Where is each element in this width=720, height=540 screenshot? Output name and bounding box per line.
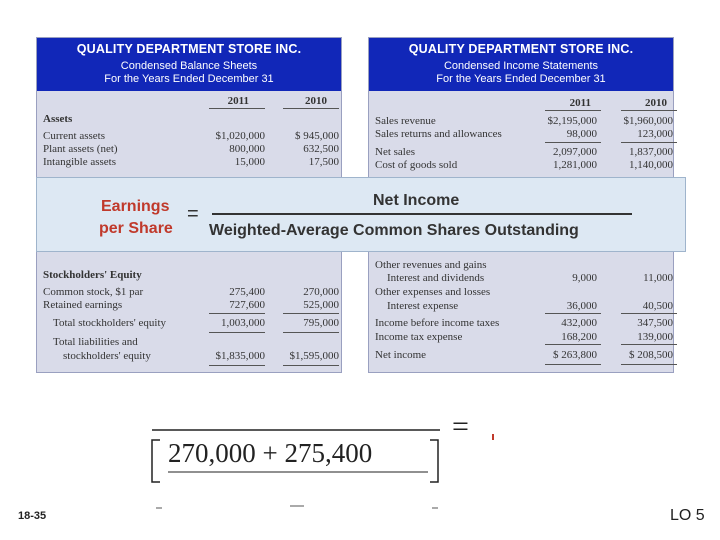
eps-calculation xyxy=(150,412,510,512)
eps-formula-banner xyxy=(36,177,686,252)
income-statement-company: QUALITY DEPARTMENT STORE INC. xyxy=(408,42,634,56)
income-statement-title: Condensed Income Statements xyxy=(443,60,599,72)
table-row: stockholders' equity $1,835,000 $1,595,000 xyxy=(63,350,339,362)
table-row: Other revenues and gains xyxy=(375,259,487,271)
table-row: Plant assets (net) 800,000 632,500 xyxy=(43,143,339,155)
col-2010-header: 2010 xyxy=(645,97,667,109)
table-row: Income before income taxes 432,000 347,500 xyxy=(375,317,673,329)
col-2010-header: 2010 xyxy=(305,95,327,107)
table-row: Total stockholders' equity 1,003,000 795,000 xyxy=(53,317,339,329)
income-statement-header xyxy=(369,38,673,91)
table-row: Net income $ 263,800 $ 208,500 xyxy=(375,349,673,361)
balance-sheet-period: For the Years Ended December 31 xyxy=(104,73,274,85)
eps-fraction-bar xyxy=(212,213,632,215)
eps-denominator: Weighted-Average Common Shares Outstanding xyxy=(209,222,579,239)
table-row: Income tax expense 168,200 139,000 xyxy=(375,331,673,343)
calc-numerator-expression: 270,000 + 275,400 xyxy=(168,438,373,468)
eps-label-line2: per Share xyxy=(99,220,173,237)
col-2011-header: 2011 xyxy=(227,95,249,107)
learning-objective-label: LO 5 xyxy=(670,507,705,524)
equity-heading: Stockholders' Equity xyxy=(43,269,142,281)
eps-numerator: Net Income xyxy=(373,192,460,209)
table-row: Common stock, $1 par 275,400 270,000 xyxy=(43,286,339,298)
table-row: Current assets $1,020,000 $ 945,000 xyxy=(43,130,339,142)
eps-equals: = xyxy=(187,203,199,225)
income-statement-period: For the Years Ended December 31 xyxy=(436,73,606,85)
balance-sheet-title: Condensed Balance Sheets xyxy=(120,60,258,72)
table-row: Sales returns and allowances 98,000 123,000 xyxy=(375,128,673,140)
table-row: Intangible assets 15,000 17,500 xyxy=(43,156,339,168)
balance-sheet-company: QUALITY DEPARTMENT STORE INC. xyxy=(76,42,302,56)
table-row: Retained earnings 727,600 525,000 xyxy=(43,299,339,311)
table-row: Total liabilities and xyxy=(53,336,138,348)
eps-label-line1: Earnings xyxy=(101,198,170,215)
calc-equals: = xyxy=(452,410,469,443)
table-row: Sales revenue $2,195,000 $1,960,000 xyxy=(375,115,673,127)
balance-sheet-header xyxy=(37,38,341,91)
table-row: Other expenses and losses xyxy=(375,286,491,298)
table-row: Net sales 2,097,000 1,837,000 xyxy=(375,146,673,158)
table-row: Cost of goods sold 1,281,000 1,140,000 xyxy=(375,159,673,171)
assets-heading: Assets xyxy=(43,113,73,125)
slide-number: 18-35 xyxy=(18,510,47,522)
table-row: Interest expense 36,000 40,500 xyxy=(387,300,673,312)
col-2011-header: 2011 xyxy=(569,97,591,109)
table-row: Interest and dividends 9,000 11,000 xyxy=(387,272,673,284)
